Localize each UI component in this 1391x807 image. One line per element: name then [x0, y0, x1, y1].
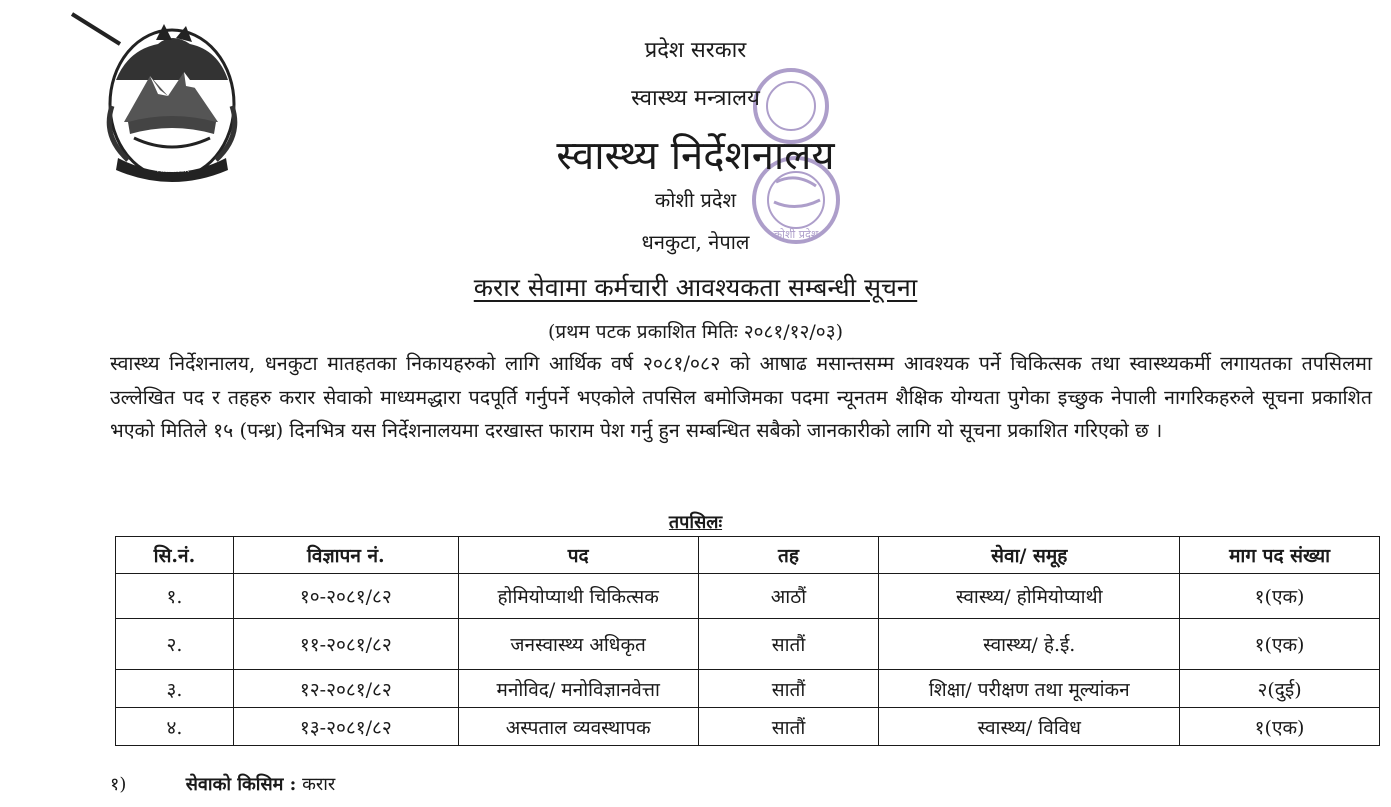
table-row — [116, 708, 1380, 746]
cell-advert-no: १२-२०८१/८२ — [233, 670, 458, 708]
cell-serial: २. — [116, 619, 234, 670]
cell-advert-no: ११-२०८१/८२ — [233, 619, 458, 670]
vacancy-table — [115, 536, 1380, 746]
cell-service-group: स्वास्थ्य/ विविध — [879, 708, 1180, 746]
header-line-directorate: स्वास्थ्य निर्देशनालय — [556, 133, 835, 179]
footnote-value: करार — [302, 774, 336, 795]
table-row — [116, 619, 1380, 670]
footnote-label: सेवाको किसिम : — [185, 774, 297, 795]
notice-title: करार सेवामा कर्मचारी आवश्यकता सम्बन्धी सूचना — [473, 273, 918, 302]
stamp-text: कोशी प्रदेश — [773, 228, 819, 241]
footnote-number: १) — [110, 774, 127, 795]
header-line-province-government: प्रदेश सरकार — [644, 38, 747, 63]
cell-post-count: १(एक) — [1180, 708, 1380, 746]
cell-post: जनस्वास्थ्य अधिकृत — [458, 619, 698, 670]
footnote-service-type — [110, 772, 335, 796]
cell-service-group: शिक्षा/ परीक्षण तथा मूल्यांकन — [879, 670, 1180, 708]
table-row — [116, 574, 1380, 619]
cell-level: सातौं — [698, 670, 879, 708]
col-header-advert-no: विज्ञापन नं. — [233, 537, 458, 574]
header-line-province: कोशी प्रदेश — [654, 188, 737, 212]
cell-level: सातौं — [698, 619, 879, 670]
table-header-row — [116, 537, 1380, 574]
cell-post-count: १(एक) — [1180, 574, 1380, 619]
col-header-level: तह — [698, 537, 879, 574]
publish-date-line: (प्रथम पटक प्रकाशित मितिः २०८१/१२/०३) — [548, 321, 843, 343]
col-header-post: पद — [458, 537, 698, 574]
cell-level: सातौं — [698, 708, 879, 746]
tapsil-heading: तपसिलः — [668, 512, 723, 533]
cell-level: आठौं — [698, 574, 879, 619]
cell-advert-no: १३-२०८१/८२ — [233, 708, 458, 746]
notice-body-paragraph: स्वास्थ्य निर्देशनालय, धनकुटा मातहतका निकायहरुको लागि आर्थिक वर्ष २०८१/०८२ को आषाढ मसान्तसम्म आवश्यक पर्ने चिकित्सक तथा स्वास्थ्यकर्मी लगायतका तपसिलमा उल्लेखित पद र तहहरु करार सेवाको माध्यमद्धारा पदपूर्ति गर्नुपर्ने भएकोले तपसिल बमोजिमका पदमा न्यूनतम शैक्षिक योग्यता पुगेका इच्छुक नेपाली नागरिकहरुले सूचना प्रकाशित भएको मितिले १५ (पन्ध्र) दिनभित्र यस निर्देशनालयमा दरखास्त फाराम पेश गर्नु हुन सम्बन्धित सबैको जानकारीको लागि यो सूचना प्रकाशित गरिएको छ । — [110, 352, 1372, 442]
cell-serial: ४. — [116, 708, 234, 746]
cell-serial: १. — [116, 574, 234, 619]
emblem-ribbon-text: नेपाल सरकार — [154, 166, 190, 174]
cell-post-count: १(एक) — [1180, 619, 1380, 670]
header-line-ministry: स्वास्थ्य मन्त्रालय — [631, 86, 760, 111]
col-header-service-group: सेवा/ समूह — [879, 537, 1180, 574]
cell-advert-no: १०-२०८१/८२ — [233, 574, 458, 619]
cell-serial: ३. — [116, 670, 234, 708]
cell-post: होमियोप्याथी चिकित्सक — [458, 574, 698, 619]
col-header-post-count: माग पद संख्या — [1180, 537, 1380, 574]
cell-post-count: २(दुई) — [1180, 670, 1380, 708]
cell-post: मनोविद/ मनोविज्ञानवेत्ता — [458, 670, 698, 708]
col-header-serial: सि.नं. — [116, 537, 234, 574]
cell-service-group: स्वास्थ्य/ हे.ई. — [879, 619, 1180, 670]
cell-service-group: स्वास्थ्य/ होमियोप्याथी — [879, 574, 1180, 619]
header-line-location: धनकुटा, नेपाल — [641, 230, 750, 254]
cell-post: अस्पताल व्यवस्थापक — [458, 708, 698, 746]
table-row — [116, 670, 1380, 708]
